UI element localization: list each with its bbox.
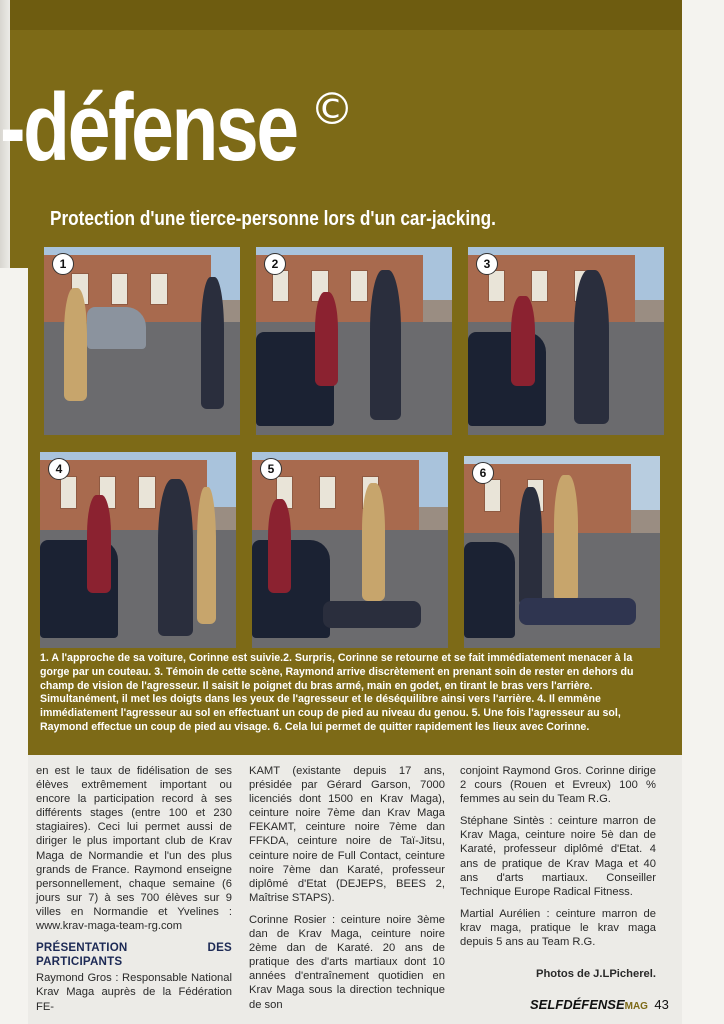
article-paragraph: conjoint Raymond Gros. Corinne dirige 2 cours (Rouen et Evreux) 100 % femmes au sein du Team R.G. [460, 765, 656, 806]
section-heading: PRÉSENTATION DES PARTICIPANTS [36, 941, 232, 969]
article-subtitle: Protection d'une tierce-personne lors d'un car-jacking. [50, 208, 496, 230]
article-column-2 [249, 764, 445, 1020]
left-margin [0, 268, 28, 1024]
photo-3 [468, 247, 664, 435]
magazine-suffix: MAG [624, 1001, 648, 1012]
photo-number-6: 6 [472, 462, 494, 484]
magazine-name: SELFDÉFENSE [530, 997, 625, 1012]
photo-number-3: 3 [476, 253, 498, 275]
right-margin [682, 0, 724, 1024]
article-column-1 [36, 764, 232, 1022]
footer-brand [530, 996, 669, 1014]
photo-credit: Photos de J.LPicherel. [536, 968, 656, 980]
photo-6 [464, 456, 660, 648]
photo-5 [252, 452, 448, 648]
photo-caption: 1. A l'approche de sa voiture, Corinne est suivie.2. Surpris, Corinne se retourne et se fait immédiatement menacer à la gorge par un couteau. 3. Témoin de cette scène, Raymond arrive discrètement en prenant soin de rester en dehors du champ de vision de l'agresseur. Il saisit le poignet du bras armé, main en godet, en tirant le bras vers l'arrière. Simultanément, il met les doigts dans les yeux de l'agresseur et le déséquilibre ainsi vers l'arrière. 4. Il emmène immédiatement l'agresseur au sol en effectuant un coup de pied au niveau du genou. 5. Une fois l'agresseur au sol, Raymond effectue un coup de pied au visage. 6. Cela lui permet de quitter rapidement les lieux avec Corinne. [40, 652, 634, 733]
article-column-3 [460, 764, 656, 957]
article-paragraph: en est le taux de fidélisation de ses élèves extrêmement important ou encore la participation record à ses différents stages (entre 100 et 230 stagiaires). Ceci lui permet aussi de diriger le plus important club de Krav Maga de Normandie et l'un des plus grands de France. Raymond enseigne personnellement, chaque semaine (6 jours sur 7) à ses 700 élèves sur 9 villes en Normandie et Yvelines : www.krav-maga-team-rg.com [36, 765, 232, 933]
header-band-top [10, 0, 714, 30]
article-paragraph: KAMT (existante depuis 17 ans, présidée par Gérard Garson, 7000 licenciés dont 1500 en Krav Maga), ceinture noire 7ème dan Krav Maga FEKAMT, ceinture noire 7ème dan FFKDA, ceinture noire de Taï-Jitsu, ceinture noire de Full Contact, ceinture noire 7ème dan Karaté, professeur diplômé d'Etat (DEJEPS, BEES 2, Maîtrise STAPS). [249, 765, 445, 904]
photo-2 [256, 247, 452, 435]
photo-number-4: 4 [48, 458, 70, 480]
photo-number-2: 2 [264, 253, 286, 275]
photo-number-5: 5 [260, 458, 282, 480]
headline: -défense [0, 74, 297, 181]
article-paragraph: Raymond Gros : Responsable National Krav Maga auprès de la Fédération FE- [36, 972, 232, 1013]
article-paragraph: Corinne Rosier : ceinture noire 3ème dan de Krav Maga, ceinture noire 2ème dan de Karaté. 20 ans de pratique des d'arts martiaux dont 10 années d'entraînement quotidien en Krav Maga sous la direction technique de son [249, 913, 445, 1011]
photo-1 [44, 247, 240, 435]
copyright-icon: © [310, 84, 354, 135]
page-number: 43 [654, 997, 669, 1012]
photo-number-1: 1 [52, 253, 74, 275]
article-paragraph: Martial Aurélien : ceinture marron de krav maga, pratique le krav maga depuis 5 ans au Team R.G. [460, 907, 656, 949]
photo-4 [40, 452, 236, 648]
article-paragraph: Stéphane Sintès : ceinture marron de Krav Maga, ceinture noire 5è dan de Karaté, professeur diplômé d'Etat. 4 ans de pratique de Krav Maga et 40 ans d'arts martiaux. Conseiller Technique Europe Radical Fitness. [460, 815, 656, 898]
